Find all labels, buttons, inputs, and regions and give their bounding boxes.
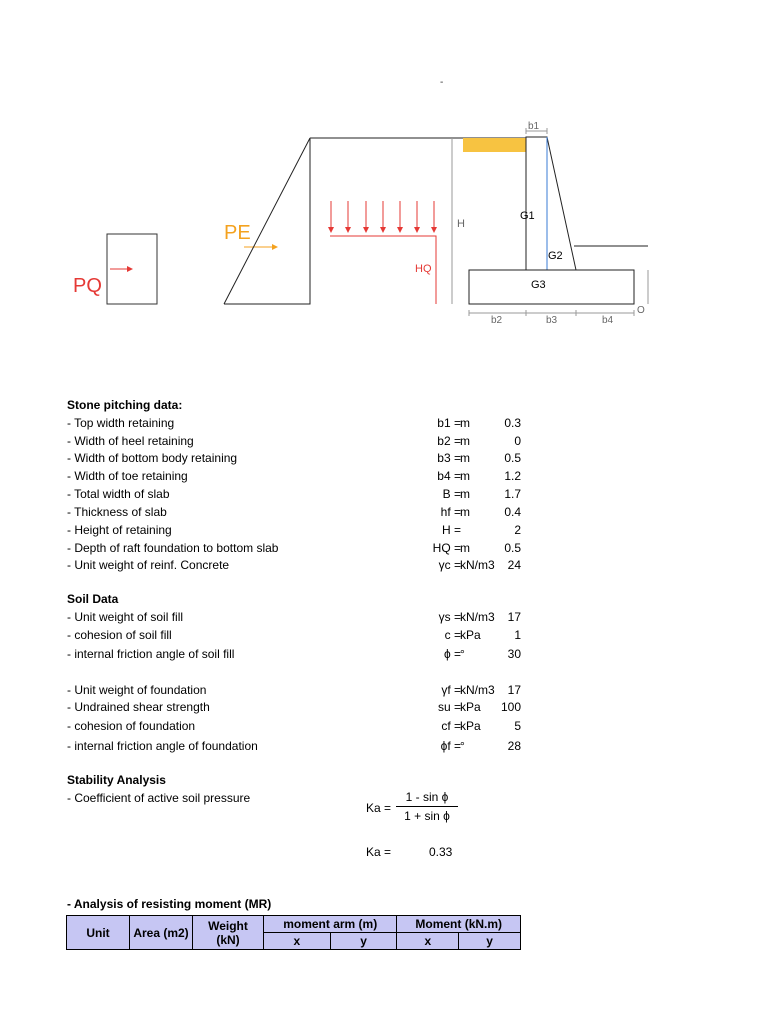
soil-param-desc: - Undrained shear strength bbox=[67, 700, 210, 714]
soil-param-desc: - internal friction angle of soil fill bbox=[67, 647, 235, 661]
retaining-wall-diagram bbox=[0, 60, 768, 340]
stone-pitching-title: Stone pitching data: bbox=[67, 398, 183, 412]
stone-param-val: 0.5 bbox=[504, 541, 521, 555]
stone-param-desc: - Width of toe retaining bbox=[67, 469, 188, 483]
stone-param-sym: hf = bbox=[440, 505, 461, 519]
stone-param-sym: b2 = bbox=[437, 434, 461, 448]
stone-param-desc: - Thickness of slab bbox=[67, 505, 167, 519]
stone-param-sym: b4 = bbox=[437, 469, 461, 483]
distributed-load-arrows bbox=[331, 201, 434, 232]
stone-param-val: 0.4 bbox=[504, 505, 521, 519]
resisting-moment-title-text: - Analysis of resisting moment (MR) bbox=[67, 897, 272, 911]
ka-result-label: Ka = bbox=[366, 845, 392, 859]
stone-param-unit: m bbox=[460, 451, 470, 465]
b2-label: b2 bbox=[491, 315, 503, 326]
h-label: H bbox=[457, 218, 465, 230]
stone-param-row bbox=[67, 522, 567, 539]
b1-label: b1 bbox=[528, 121, 540, 132]
col-unit: Unit bbox=[67, 916, 130, 950]
stone-param-row bbox=[67, 450, 567, 467]
stone-param-row bbox=[67, 415, 567, 432]
stone-param-val: 0 bbox=[514, 434, 521, 448]
col-weight: Weight (kN) bbox=[193, 916, 264, 950]
origin-label: O bbox=[637, 305, 645, 316]
g2-label: G2 bbox=[548, 250, 563, 262]
stone-param-val: 0.5 bbox=[504, 451, 521, 465]
stone-param-row bbox=[67, 540, 567, 557]
coefficient-row bbox=[67, 790, 567, 807]
soil-param-val: 100 bbox=[500, 700, 521, 714]
stone-param-sym: b1 = bbox=[437, 416, 461, 430]
stone-param-unit: m bbox=[460, 487, 470, 501]
stone-param-desc: - Width of bottom body retaining bbox=[67, 451, 238, 465]
soil-param-val: 5 bbox=[514, 719, 521, 733]
soil-wedge-outline bbox=[224, 138, 310, 304]
stone-param-row bbox=[67, 557, 567, 574]
stone-param-val: 24 bbox=[507, 558, 521, 572]
soil-data-title: Soil Data bbox=[67, 592, 119, 606]
soil-param-desc: - Unit weight of foundation bbox=[67, 683, 207, 697]
top-mark: - bbox=[440, 77, 444, 88]
g3-label: G3 bbox=[531, 279, 546, 291]
soil-param-row bbox=[67, 627, 567, 644]
col-moment-arm: moment arm (m) bbox=[264, 916, 397, 933]
soil-param-sym: γf = bbox=[441, 683, 461, 697]
soil-param-row bbox=[67, 646, 567, 663]
table-header-row bbox=[67, 916, 521, 933]
soil-param-unit: kN/m3 bbox=[460, 610, 495, 624]
stability-title: Stability Analysis bbox=[67, 773, 166, 787]
col-moment-x: x bbox=[397, 933, 459, 950]
soil-param-row bbox=[67, 682, 567, 699]
soil-param-sym: cf = bbox=[441, 719, 461, 733]
stone-param-desc: - Width of heel retaining bbox=[67, 434, 194, 448]
stone-param-row bbox=[67, 504, 567, 521]
stone-param-sym: γc = bbox=[438, 558, 461, 572]
resisting-moment-title bbox=[67, 897, 271, 911]
soil-param-row bbox=[67, 699, 567, 716]
soil-param-val: 28 bbox=[507, 739, 521, 753]
soil-param-val: 30 bbox=[507, 647, 521, 661]
soil-param-row bbox=[67, 609, 567, 626]
stone-param-val: 1.2 bbox=[504, 469, 521, 483]
ka-fraction bbox=[396, 790, 458, 823]
col-moment: Moment (kN.m) bbox=[397, 916, 521, 933]
pq-label: PQ bbox=[73, 275, 102, 297]
stone-param-unit: kN/m3 bbox=[460, 558, 495, 572]
stone-param-sym: b3 = bbox=[437, 451, 461, 465]
stone-param-sym: H = bbox=[441, 523, 461, 537]
g1-label: G1 bbox=[520, 210, 535, 222]
soil-param-unit: kPa bbox=[460, 628, 481, 642]
stone-param-row bbox=[67, 468, 567, 485]
soil-param-sym: γs = bbox=[438, 610, 461, 624]
col-area: Area (m2) bbox=[130, 916, 193, 950]
soil-param-desc: - cohesion of foundation bbox=[67, 719, 196, 733]
soil-param-sym: c = bbox=[444, 628, 461, 642]
stone-pitching-fill bbox=[463, 138, 526, 152]
soil-param-val: 1 bbox=[514, 628, 521, 642]
stone-param-sym: B = bbox=[442, 487, 461, 501]
soil-param-unit: ° bbox=[460, 647, 465, 661]
soil-param-val: 17 bbox=[507, 610, 521, 624]
stone-param-val: 1.7 bbox=[504, 487, 521, 501]
col-arm-y: y bbox=[330, 933, 397, 950]
soil-param-unit: kPa bbox=[460, 719, 481, 733]
stone-param-unit: m bbox=[460, 434, 470, 448]
soil-param-desc: - Unit weight of soil fill bbox=[67, 610, 184, 624]
pe-label: PE bbox=[224, 222, 251, 244]
stone-param-unit: m bbox=[460, 505, 470, 519]
ka-result-value: 0.33 bbox=[429, 845, 453, 859]
soil-param-sym: ϕ = bbox=[443, 647, 461, 661]
stone-param-row bbox=[67, 486, 567, 503]
soil-param-row bbox=[67, 718, 567, 735]
stone-param-val: 0.3 bbox=[504, 416, 521, 430]
ka-denominator: 1 + sin ϕ bbox=[404, 809, 450, 823]
stone-param-unit: m bbox=[460, 541, 470, 555]
soil-param-row bbox=[67, 738, 567, 755]
stone-param-unit: m bbox=[460, 416, 470, 430]
ka-formula-label: Ka = bbox=[366, 801, 392, 815]
ka-numerator: 1 - sin ϕ bbox=[396, 790, 458, 807]
col-arm-x: x bbox=[264, 933, 331, 950]
soil-param-unit: ° bbox=[460, 739, 465, 753]
soil-param-unit: kN/m3 bbox=[460, 683, 495, 697]
base-slab bbox=[469, 270, 634, 304]
soil-param-sym: su = bbox=[437, 700, 461, 714]
hq-label: HQ bbox=[415, 263, 432, 275]
stone-param-desc: - Height of retaining bbox=[67, 523, 172, 537]
b4-label: b4 bbox=[602, 315, 614, 326]
stone-param-row bbox=[67, 433, 567, 450]
stone-param-desc: - Total width of slab bbox=[67, 487, 170, 501]
stone-param-sym: HQ = bbox=[432, 541, 461, 555]
soil-param-desc: - cohesion of soil fill bbox=[67, 628, 172, 642]
b3-label: b3 bbox=[546, 315, 558, 326]
stone-param-desc: - Depth of raft foundation to bottom slab bbox=[67, 541, 279, 555]
soil-param-unit: kPa bbox=[460, 700, 481, 714]
stone-param-desc: - Top width retaining bbox=[67, 416, 175, 430]
coefficient-desc: - Coefficient of active soil pressure bbox=[67, 791, 251, 805]
stone-param-val: 2 bbox=[514, 523, 521, 537]
stone-param-unit: m bbox=[460, 469, 470, 483]
soil-param-val: 17 bbox=[507, 683, 521, 697]
col-moment-y: y bbox=[459, 933, 521, 950]
resisting-moment-table bbox=[66, 915, 521, 950]
stone-param-desc: - Unit weight of reinf. Concrete bbox=[67, 558, 230, 572]
soil-param-sym: ϕf = bbox=[440, 739, 461, 753]
soil-param-desc: - internal friction angle of foundation bbox=[67, 739, 258, 753]
